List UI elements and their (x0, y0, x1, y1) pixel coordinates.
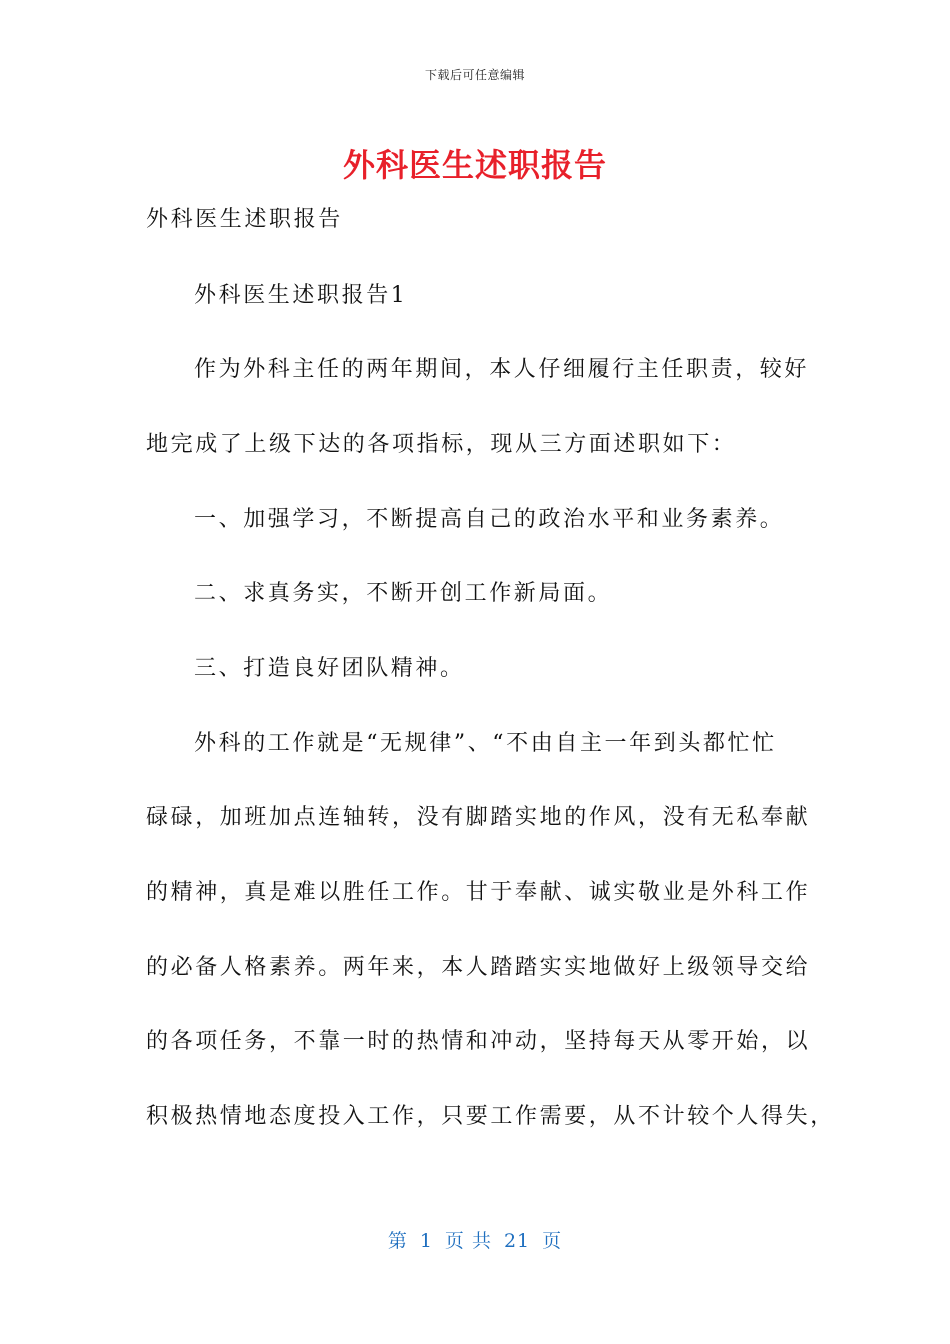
doc-line-13: 积极热情地态度投入工作，只要工作需要，从不计较个人得失， (146, 1104, 835, 1129)
footer-page-number: 1 (419, 1230, 433, 1252)
footer-middle: 页 共 (444, 1230, 492, 1252)
doc-line-9: 碌碌，加班加点连轴转，没有脚踏实地的作风，没有无私奉献 (146, 805, 811, 830)
header-note: 下载后可任意编辑 (424, 68, 525, 82)
doc-line-10: 的精神，真是难以胜任工作。甘于奉献、诚实敬业是外科工作 (146, 880, 811, 905)
doc-line-1: 外科医生述职报告 (146, 207, 343, 232)
footer-prefix: 第 (387, 1230, 408, 1252)
document-title: 外科医生述职报告 (342, 146, 607, 184)
doc-line-4: 地完成了上级下达的各项指标，现从三方面述职如下： (146, 432, 737, 457)
doc-line-11: 的必备人格素养。两年来，本人踏踏实实地做好上级领导交给 (146, 955, 811, 980)
doc-line-5: 一、加强学习，不断提高自己的政治水平和业务素养。 (194, 507, 785, 532)
doc-line-7: 三、打造良好团队精神。 (194, 656, 465, 681)
footer-total-pages: 21 (503, 1230, 531, 1252)
page-footer (0, 1226, 950, 1253)
footer-suffix: 页 (542, 1230, 563, 1252)
doc-line-12: 的各项任务，不靠一时的热情和冲动，坚持每天从零开始，以 (146, 1029, 811, 1054)
doc-line-2: 外科医生述职报告1 (194, 283, 408, 308)
doc-line-3: 作为外科主任的两年期间，本人仔细履行主任职责，较好 (194, 357, 810, 382)
doc-line-6: 二、求真务实，不断开创工作新局面。 (194, 581, 613, 606)
doc-line-8: 外科的工作就是“无规律”、“不由自主一年到头都忙忙 (194, 731, 777, 756)
